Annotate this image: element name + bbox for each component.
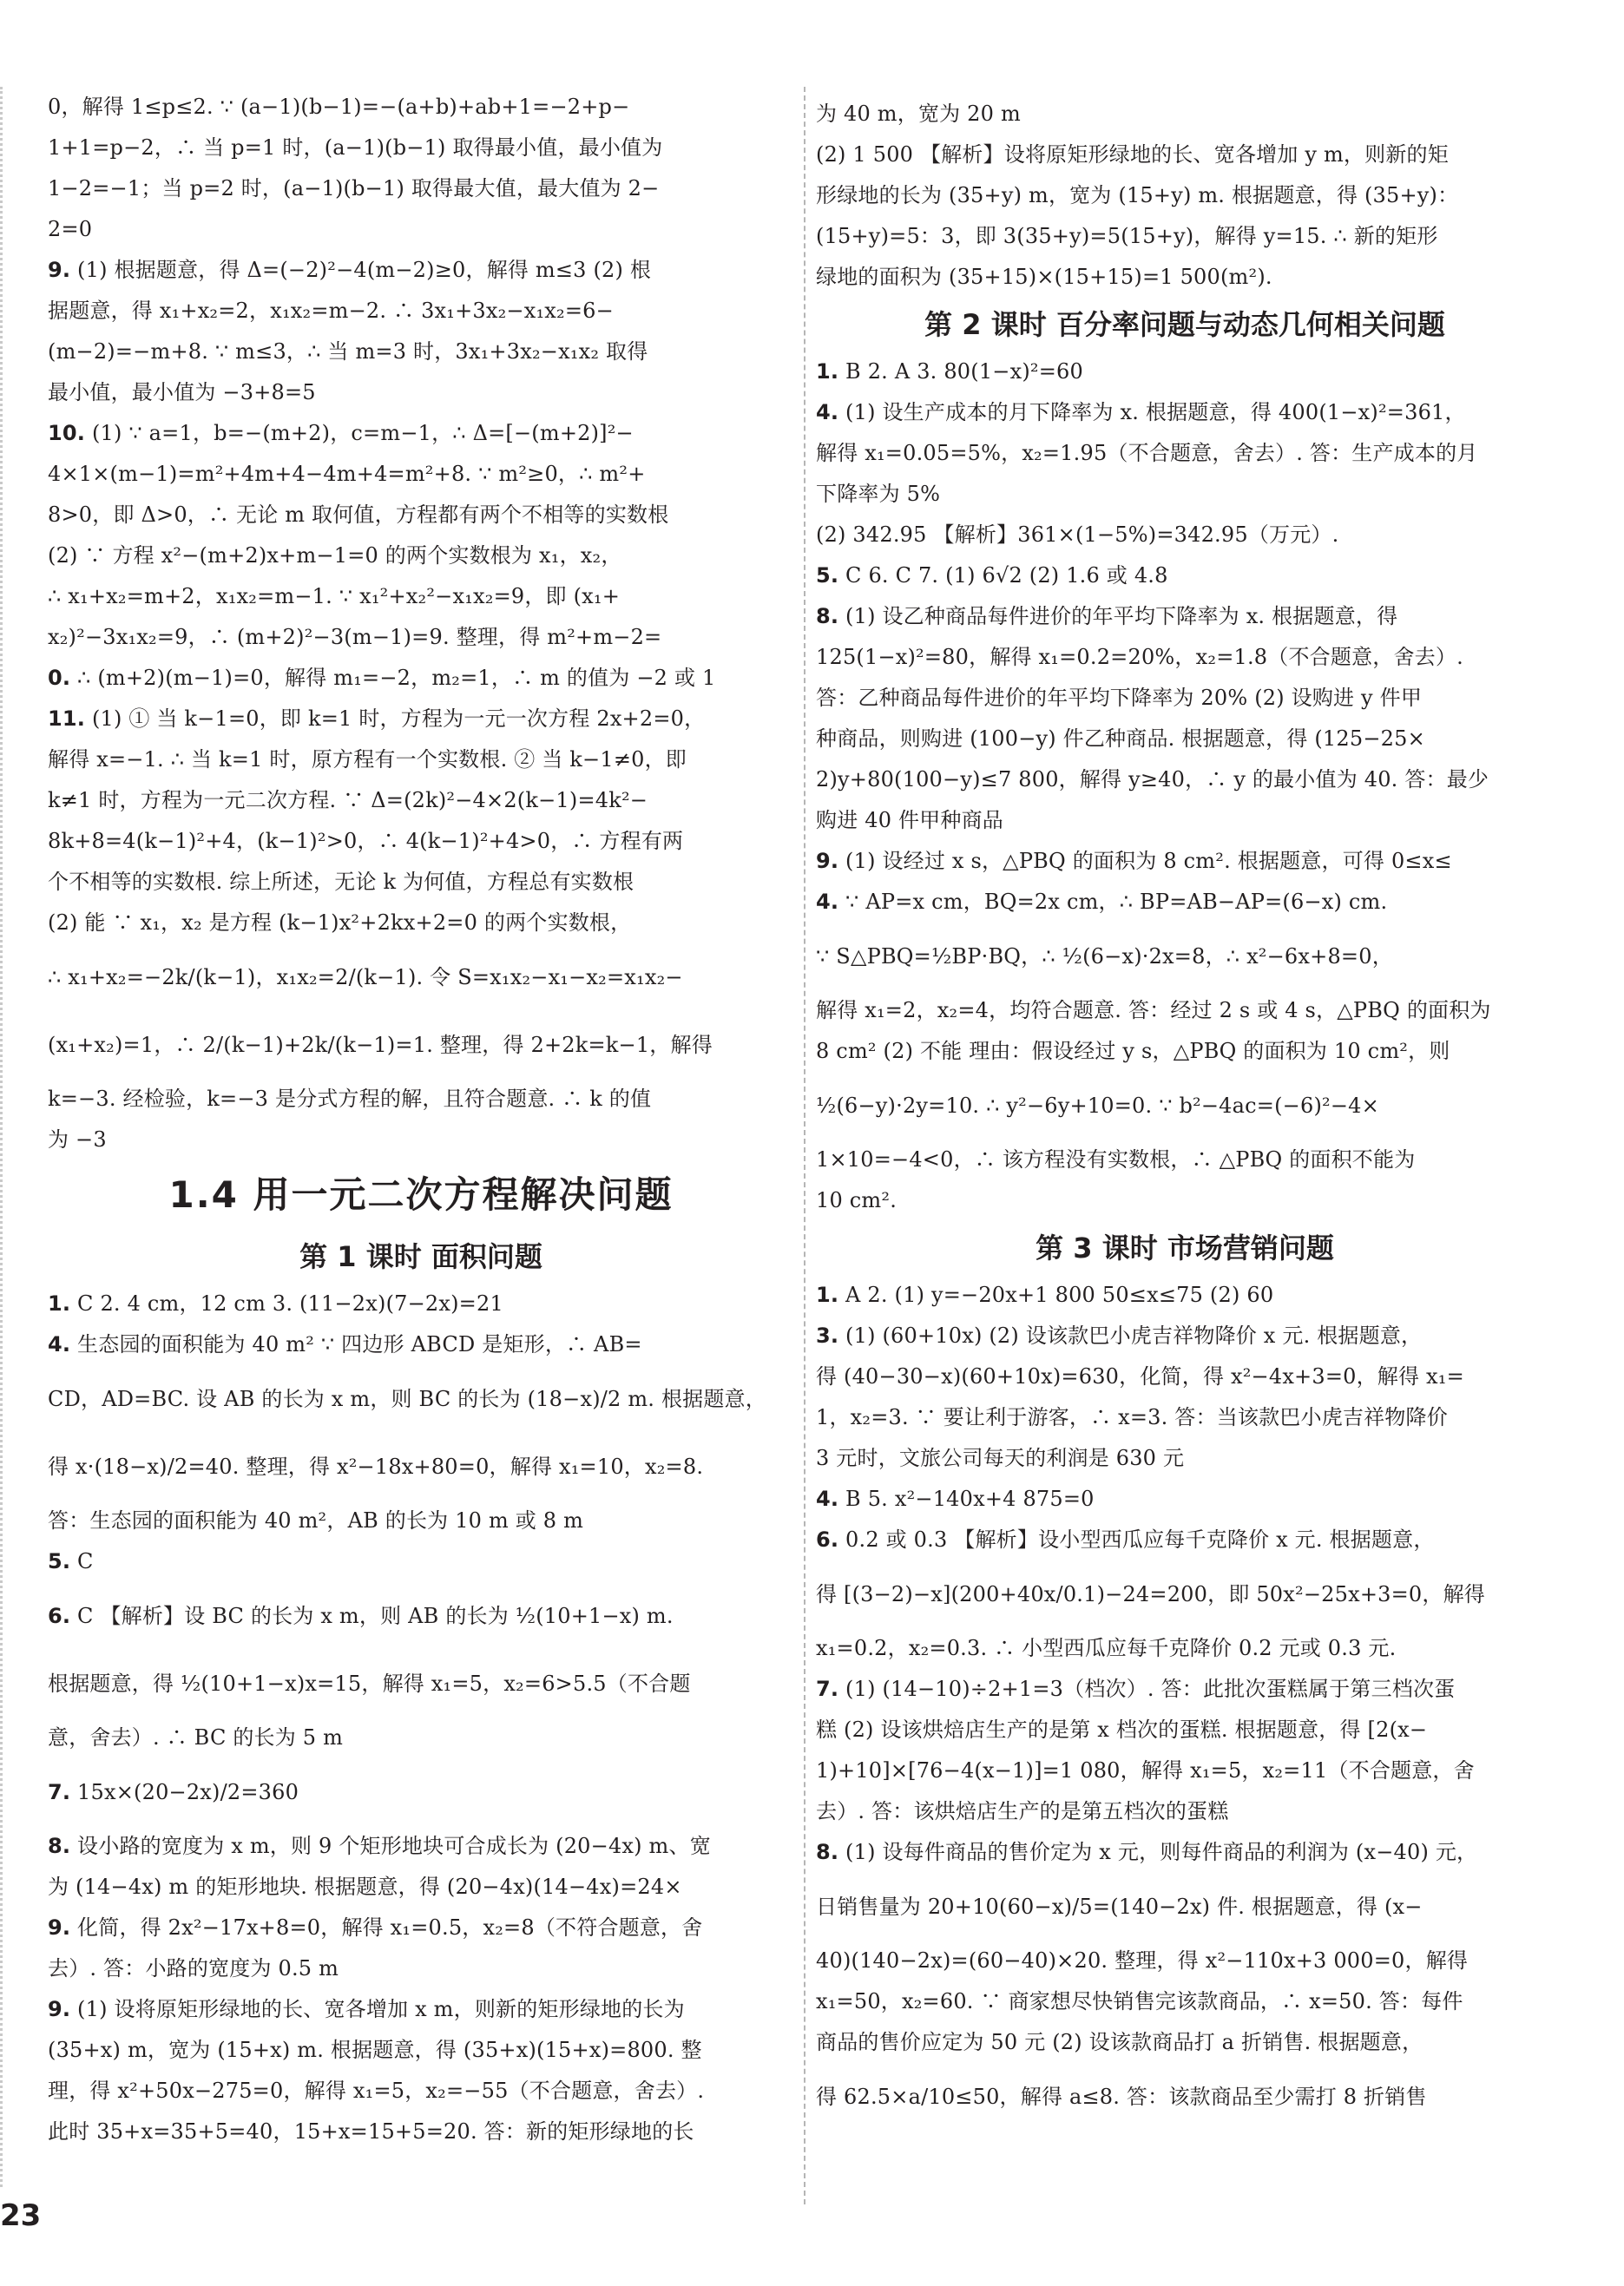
text-line: 2)y+80(100−y)≤7 800，解得 y≥40，∴ y 的最小值为 40. 答：最少	[816, 767, 1489, 792]
text-line: 2=0	[48, 217, 93, 241]
text-line: 得 (40−30−x)(60+10x)=630，化简，得 x²−4x+3=0，解得 x₁=	[816, 1364, 1464, 1389]
text-line: 11. (1) ① 当 k−1=0，即 k=1 时，方程为一元一次方程 2x+2=0，	[48, 706, 706, 731]
text-line: ∴ x₁+x₂=m+2，x₁x₂=m−1. ∵ x₁²+x₂²−x₁x₂=9，即 (x₁+	[48, 584, 621, 608]
text-line: ∴ x₁+x₂=−2k/(k−1)，x₁x₂=2/(k−1). 令 S=x₁x₂−x₁−x₂=x₁x₂−	[48, 965, 683, 989]
text-line: 5. C	[48, 1549, 94, 1573]
text-line: 3. (1) (60+10x) (2) 设该款巴小虎吉祥物降价 x 元. 根据题意，	[816, 1324, 1423, 1348]
text-line: 为 (14−4x) m 的矩形地块. 根据题意，得 (20−4x)(14−4x)=24×	[48, 1875, 682, 1899]
lesson-title: 第 1 课时 面积问题	[299, 1240, 542, 1273]
text-line: x₁=50，x₂=60. ∵ 商家想尽快销售完该款商品，∴ x=50. 答：每件	[816, 1989, 1463, 2013]
text-line: 9. (1) 设将原矩形绿地的长、宽各增加 x m，则新的矩形绿地的长为	[48, 1997, 685, 2021]
text-line: 购进 40 件甲种商品	[816, 808, 1003, 832]
text-line: 糕 (2) 设该烘焙店生产的是第 x 档次的蛋糕. 根据题意，得 [2(x−	[816, 1718, 1428, 1742]
text-line: 3 元时，文旅公司每天的利润是 630 元	[816, 1446, 1185, 1470]
lesson1-answers-continued	[816, 94, 1554, 298]
question-number: 9.	[48, 1915, 71, 1940]
text-line: 据题意，得 x₁+x₂=2，x₁x₂=m−2. ∴ 3x₁+3x₂−x₁x₂=6−	[48, 299, 614, 323]
text-line: 4×1×(m−1)=m²+4m+4−4m+4=m²+8. ∵ m²≥0，∴ m²+	[48, 462, 646, 486]
lesson1-answers	[48, 1284, 794, 2152]
question-number: 6.	[816, 1527, 839, 1552]
text-line: 得 62.5×a/10≤50，解得 a≤8. 答：该款商品至少需打 8 折销售	[816, 2085, 1427, 2109]
text-line: 7. 15x×(20−2x)/2=360	[48, 1780, 299, 1804]
text-line: 商品的售价应定为 50 元 (2) 设该款商品打 a 折销售. 根据题意，	[816, 2030, 1423, 2054]
text-line: 意，舍去）. ∴ BC 的长为 5 m	[48, 1725, 344, 1750]
text-line: 个不相等的实数根. 综上所述，无论 k 为何值，方程总有实数根	[48, 870, 634, 894]
text-line: 7. (1) (14−10)÷2+1=3（档次）. 答：此批次蛋糕属于第三档次蛋	[816, 1677, 1456, 1701]
text-line: 根据题意，得 ½(10+1−x)x=15，解得 x₁=5，x₂=6>5.5（不合题	[48, 1672, 691, 1696]
page-number: 23	[0, 2198, 42, 2233]
text-line: 此时 35+x=35+5=40，15+x=15+5=20. 答：新的矩形绿地的长	[48, 2119, 694, 2144]
text-line: 得 [(3−2)−x](200+40x/0.1)−24=200，即 50x²−25x+3=0，解得	[816, 1582, 1485, 1606]
text-line: k≠1 时，方程为一元二次方程. ∵ Δ=(2k)²−4×2(k−1)=4k²−	[48, 788, 648, 812]
text-line: 1+1=p−2，∴ 当 p=1 时，(a−1)(b−1) 取得最小值，最小值为	[48, 135, 663, 160]
question-number: 8.	[816, 604, 839, 628]
text-line: 形绿地的长为 (35+y) m，宽为 (15+y) m. 根据题意，得 (35+y)：	[816, 183, 1459, 207]
section-title: 1.4 用一元二次方程解决问题	[168, 1173, 674, 1216]
text-line: 5. C 6. C 7. (1) 6√2 (2) 1.6 或 4.8	[816, 563, 1168, 588]
text-line: (2) 342.95 【解析】361×(1−5%)=342.95（万元）.	[816, 522, 1339, 547]
text-line: (2) 1 500 【解析】设将原矩形绿地的长、宽各增加 y m，则新的矩	[816, 142, 1449, 167]
text-line: 答：生态园的面积能为 40 m²，AB 的长为 10 m 或 8 m	[48, 1508, 584, 1533]
text-line: 40)(140−2x)=(60−40)×20. 整理，得 x²−110x+3 000=0，解得	[816, 1948, 1469, 1973]
question-number: 1.	[48, 1291, 71, 1316]
text-line: 1. A 2. (1) y=−20x+1 800 50≤x≤75 (2) 60	[816, 1283, 1274, 1307]
question-number: 7.	[48, 1780, 71, 1804]
text-line: 1. B 2. A 3. 80(1−x)²=60	[816, 359, 1083, 384]
text-line: 1. C 2. 4 cm，12 cm 3. (11−2x)(7−2x)=21	[48, 1291, 503, 1316]
text-line: 种商品，则购进 (100−y) 件乙种商品. 根据题意，得 (125−25×	[816, 726, 1425, 751]
text-line: 4. B 5. x²−140x+4 875=0	[816, 1487, 1095, 1511]
text-line: 理，得 x²+50x−275=0，解得 x₁=5，x₂=−55（不合题意，舍去）.	[48, 2079, 705, 2103]
text-line: 为 −3	[48, 1127, 107, 1152]
question-number: 1.	[816, 359, 839, 384]
question-number: 8.	[48, 1834, 71, 1858]
text-line: 10. (1) ∵ a=1，b=−(m+2)，c=m−1，∴ Δ=[−(m+2)]²−	[48, 421, 634, 445]
text-line: 4. ∵ AP=x cm，BQ=2x cm，∴ BP=AB−AP=(6−x) cm.	[816, 890, 1388, 914]
text-line: 绿地的面积为 (35+15)×(15+15)=1 500(m²).	[816, 265, 1272, 289]
text-line: (15+y)=5：3，即 3(35+y)=5(15+y)，解得 y=15. ∴ 新的矩形	[816, 224, 1438, 248]
question-number: 6.	[48, 1604, 71, 1628]
text-line: (2) ∵ 方程 x²−(m+2)x+m−1=0 的两个实数根为 x₁，x₂，	[48, 543, 622, 568]
text-line: x₂)²−3x₁x₂=9，∴ (m+2)²−3(m−1)=9. 整理，得 m²+m−2=	[48, 625, 662, 649]
text-line: 8 cm² (2) 不能 理由：假设经过 y s，△PBQ 的面积为 10 cm²，则	[816, 1039, 1450, 1063]
text-line: 答：乙种商品每件进价的年平均下降率为 20% (2) 设购进 y 件甲	[816, 686, 1423, 710]
question-number: 11.	[48, 706, 86, 731]
question-number: 3.	[816, 1324, 839, 1348]
text-line: 解得 x₁=2，x₂=4，均符合题意. 答：经过 2 s 或 4 s，△PBQ 的面积为	[816, 998, 1491, 1022]
text-line: 得 x·(18−x)/2=40. 整理，得 x²−18x+80=0，解得 x₁=10，x₂=8.	[48, 1455, 704, 1479]
text-line: 日销售量为 20+10(60−x)/5=(140−2x) 件. 根据题意，得 (x−	[816, 1895, 1423, 1919]
lesson-title: 第 2 课时 百分率问题与动态几何相关问题	[924, 308, 1445, 341]
text-line: 1−2=−1；当 p=2 时，(a−1)(b−1) 取得最大值，最大值为 2−	[48, 176, 660, 200]
text-line: 4. 生态园的面积能为 40 m² ∵ 四边形 ABCD 是矩形，∴ AB=	[48, 1332, 642, 1356]
text-line: 0，解得 1≤p≤2. ∵ (a−1)(b−1)=−(a+b)+ab+1=−2+p−	[48, 95, 630, 119]
question-number: 8.	[816, 1840, 839, 1864]
text-line: 1，x₂=3. ∵ 要让利于游客，∴ x=3. 答：当该款巴小虎吉祥物降价	[816, 1405, 1448, 1429]
text-line: ∵ S△PBQ=½BP·BQ，∴ ½(6−x)·2x=8，∴ x²−6x+8=0，	[816, 944, 1393, 969]
text-line: 去）. 答：该烘焙店生产的是第五档次的蛋糕	[816, 1799, 1229, 1823]
text-line: (35+x) m，宽为 (15+x) m. 根据题意，得 (35+x)(15+x)=800. 整	[48, 2038, 702, 2062]
column-divider	[804, 87, 805, 2204]
text-line: 下降率为 5%	[816, 482, 941, 506]
question-number: 7.	[816, 1677, 839, 1701]
text-line: 9. (1) 根据题意，得 Δ=(−2)²−4(m−2)≥0，解得 m≤3 (2) 根	[48, 258, 652, 282]
text-line: k=−3. 经检验，k=−3 是分式方程的解，且符合题意. ∴ k 的值	[48, 1087, 652, 1111]
binding-edge	[0, 87, 8, 2187]
text-line: 10 cm².	[816, 1188, 897, 1212]
text-line: 解得 x=−1. ∴ 当 k=1 时，原方程有一个实数根. ② 当 k−1≠0，即	[48, 747, 687, 772]
text-line: 4. (1) 设生产成本的月下降率为 x. 根据题意，得 400(1−x)²=361，	[816, 400, 1466, 424]
question-number: 4.	[48, 1332, 71, 1356]
text-line: 8. (1) 设每件商品的售价定为 x 元，则每件商品的利润为 (x−40) 元，	[816, 1840, 1478, 1864]
text-line: 125(1−x)²=80，解得 x₁=0.2=20%，x₂=1.8（不合题意，舍去）.	[816, 645, 1463, 669]
question-number: 5.	[816, 563, 839, 588]
text-line: CD，AD=BC. 设 AB 的长为 x m，则 BC 的长为 (18−x)/2 m. 根据题意，	[48, 1387, 766, 1411]
text-line: 8k+8=4(k−1)²+4，(k−1)²>0，∴ 4(k−1)²+4>0，∴ 方程有两	[48, 829, 684, 853]
text-line: 8>0，即 Δ>0，∴ 无论 m 取何值，方程都有两个不相等的实数根	[48, 503, 669, 527]
lesson2-answers	[816, 351, 1554, 1221]
question-number: 5.	[48, 1549, 71, 1573]
question-number: 4.	[816, 1487, 839, 1511]
left-column	[48, 87, 794, 2152]
text-line: (m−2)=−m+8. ∵ m≤3，∴ 当 m=3 时，3x₁+3x₂−x₁x₂ 取得	[48, 339, 648, 364]
text-line: (x₁+x₂)=1，∴ 2/(k−1)+2k/(k−1)=1. 整理，得 2+2k=k−1，解得	[48, 1033, 713, 1057]
text-line: 6. C 【解析】设 BC 的长为 x m，则 AB 的长为 ½(10+1−x) m.	[48, 1604, 674, 1628]
text-line: 6. 0.2 或 0.3 【解析】设小型西瓜应每千克降价 x 元. 根据题意，	[816, 1527, 1435, 1552]
text-line: 1)+10]×[76−4(x−1)]=1 080，解得 x₁=5，x₂=11（不合题意，舍	[816, 1758, 1475, 1783]
continued-answers	[48, 87, 794, 1160]
lesson-title: 第 3 课时 市场营销问题	[1036, 1232, 1334, 1265]
question-number: 9.	[816, 849, 839, 873]
question-number: 4.	[816, 400, 839, 424]
right-column	[816, 94, 1554, 2131]
text-line: ½(6−y)·2y=10. ∴ y²−6y+10=0. ∵ b²−4ac=(−6)²−4×	[816, 1094, 1379, 1118]
question-number: 4.	[816, 890, 839, 914]
question-number: 0.	[48, 666, 71, 690]
text-line: 8. 设小路的宽度为 x m，则 9 个矩形地块可合成长为 (20−4x) m、宽	[48, 1834, 711, 1858]
text-line: 9. 化简，得 2x²−17x+8=0，解得 x₁=0.5，x₂=8（不符合题意，舍	[48, 1915, 703, 1940]
text-line: 0. ∴ (m+2)(m−1)=0，解得 m₁=−2，m₂=1，∴ m 的值为 −2 或 1	[48, 666, 716, 690]
lesson3-answers	[816, 1275, 1554, 2131]
text-line: 1×10=−4<0，∴ 该方程没有实数根，∴ △PBQ 的面积不能为	[816, 1147, 1416, 1172]
question-number: 9.	[48, 1997, 71, 2021]
text-line: (2) 能 ∵ x₁，x₂ 是方程 (k−1)x²+2kx+2=0 的两个实数根，	[48, 910, 632, 935]
text-line: 最小值，最小值为 −3+8=5	[48, 380, 316, 404]
text-line: x₁=0.2，x₂=0.3. ∴ 小型西瓜应每千克降价 0.2 元或 0.3 元.	[816, 1636, 1397, 1660]
text-line: 9. (1) 设经过 x s，△PBQ 的面积为 8 cm². 根据题意，可得 0≤x≤	[816, 849, 1452, 873]
text-line: 去）. 答：小路的宽度为 0.5 m	[48, 1956, 339, 1981]
question-number: 9.	[48, 258, 71, 282]
text-line: 解得 x₁=0.05=5%，x₂=1.95（不合题意，舍去）. 答：生产成本的月	[816, 441, 1478, 465]
question-number: 1.	[816, 1283, 839, 1307]
text-line: 8. (1) 设乙种商品每件进价的年平均下降率为 x. 根据题意，得	[816, 604, 1398, 628]
text-line: 为 40 m，宽为 20 m	[816, 102, 1021, 126]
question-number: 10.	[48, 421, 86, 445]
